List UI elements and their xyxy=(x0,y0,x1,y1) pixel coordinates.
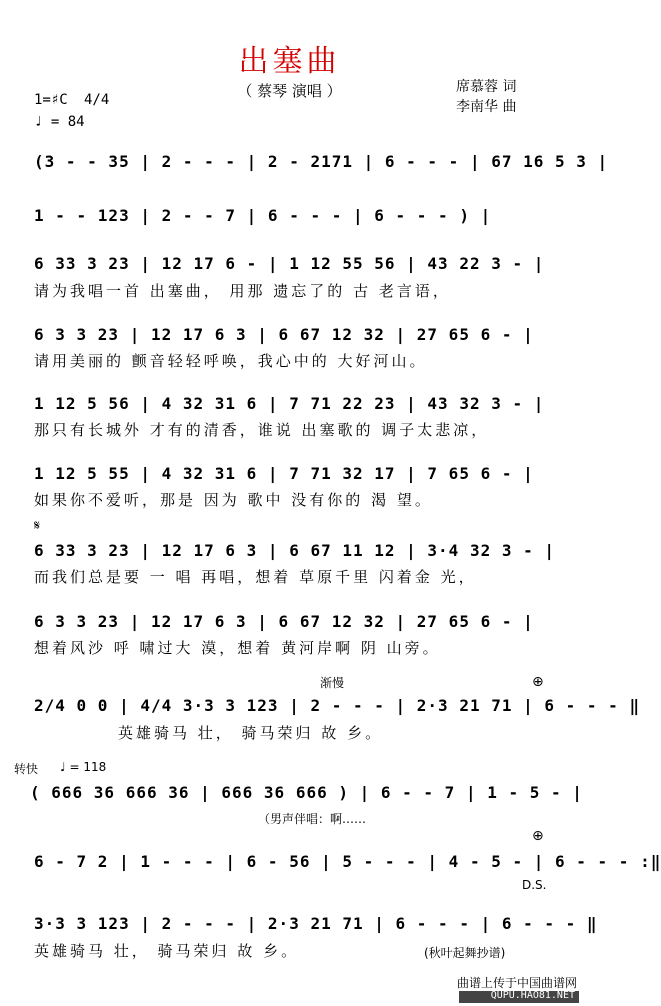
singer-credit: （ 蔡琴 演唱 ） xyxy=(237,82,342,100)
lyric-row-3: 请为我唱一首 出塞曲， 用那 遗忘了的 古 老言语， xyxy=(34,282,451,300)
faster-tempo: ♩ = 118 xyxy=(60,760,107,774)
transcriber-note: (秋叶起舞抄谱) xyxy=(424,946,506,960)
key-signature: 1=♯C xyxy=(34,92,68,108)
coda-mark-1: ⊕ xyxy=(532,674,544,690)
site-url[interactable]: QUPU.HAO81.NET xyxy=(490,990,575,1001)
lyric-row-5: 那只有长城外 才有的清香，谁说 出塞歌的 调子太悲凉， xyxy=(34,421,490,439)
dal-segno: D.S. xyxy=(522,878,547,892)
score-row-8: 6 3 3 23 | 12 17 6 3 | 6 67 12 32 | 27 65 6 - | xyxy=(34,612,534,631)
coda-mark-2: ⊕ xyxy=(532,828,544,844)
score-row-4: 6 3 3 23 | 12 17 6 3 | 6 67 12 32 | 27 65 6 - | xyxy=(34,325,534,344)
composer-credit: 李南华 曲 xyxy=(456,99,517,115)
backing-vocal-note: （男声伴唱：啊…… xyxy=(258,812,367,826)
score-row-7: 6 33 3 23 | 12 17 6 3 | 6 67 11 12 | 3·4 32 3 - | xyxy=(34,541,556,560)
time-signature: 4/4 xyxy=(84,92,110,108)
lyric-row-7: 而我们总是要 一 唱 再唱，想着 草原千里 闪着金 光， xyxy=(34,568,477,586)
score-row-11: 6 - 7 2 | 1 - - - | 6 - 56 | 5 - - - | 4 - 5 - | 6 - - - :‖ xyxy=(34,852,661,871)
lyric-row-8: 想着风沙 呼 啸过大 漠，想着 黄河岸啊 阴 山旁。 xyxy=(34,639,441,657)
slow-down-mark: 渐慢 xyxy=(320,676,345,690)
score-row-1: (3 - - 35 | 2 - - - | 2 - 2171 | 6 - - - | 67 16 5 3 | xyxy=(34,152,609,171)
score-row-6: 1 12 5 55 | 4 32 31 6 | 7 71 32 17 | 7 65 6 - | xyxy=(34,464,534,483)
segno-mark: 𝄋 xyxy=(34,518,41,534)
score-row-2: 1 - - 123 | 2 - - 7 | 6 - - - | 6 - - - ) | xyxy=(34,206,492,225)
lyricist-credit: 席慕蓉 词 xyxy=(456,79,517,95)
lyric-row-4: 请用美丽的 颤音轻轻呼唤，我心中的 大好河山。 xyxy=(34,352,428,370)
lyric-row-9: 英雄骑马 壮， 骑马荣归 故 乡。 xyxy=(118,724,384,742)
song-title: 出塞曲 xyxy=(238,44,341,79)
score-row-9: 2/4 0 0 | 4/4 3·3 3 123 | 2 - - - | 2·3 21 71 | 6 - - - ‖ xyxy=(34,696,641,715)
site-footer: 曲谱上传于中国曲谱网 xyxy=(456,976,577,990)
score-row-5: 1 12 5 56 | 4 32 31 6 | 7 71 22 23 | 43 32 3 - | xyxy=(34,394,545,413)
lyric-row-12: 英雄骑马 壮， 骑马荣归 故 乡。 xyxy=(34,942,300,960)
score-row-3: 6 33 3 23 | 12 17 6 - | 1 12 55 56 | 43 22 3 - | xyxy=(34,254,545,273)
faster-mark: 转快 xyxy=(14,762,39,776)
score-row-10: ( 666 36 666 36 | 666 36 666 ) | 6 - - 7 | 1 - 5 - | xyxy=(30,783,583,802)
tempo-marking: ♩ = 84 xyxy=(34,114,85,130)
score-row-12: 3·3 3 123 | 2 - - - | 2·3 21 71 | 6 - - - | 6 - - - ‖ xyxy=(34,914,598,933)
lyric-row-6: 如果你不爱听，那是 因为 歌中 没有你的 渴 望。 xyxy=(34,491,433,509)
